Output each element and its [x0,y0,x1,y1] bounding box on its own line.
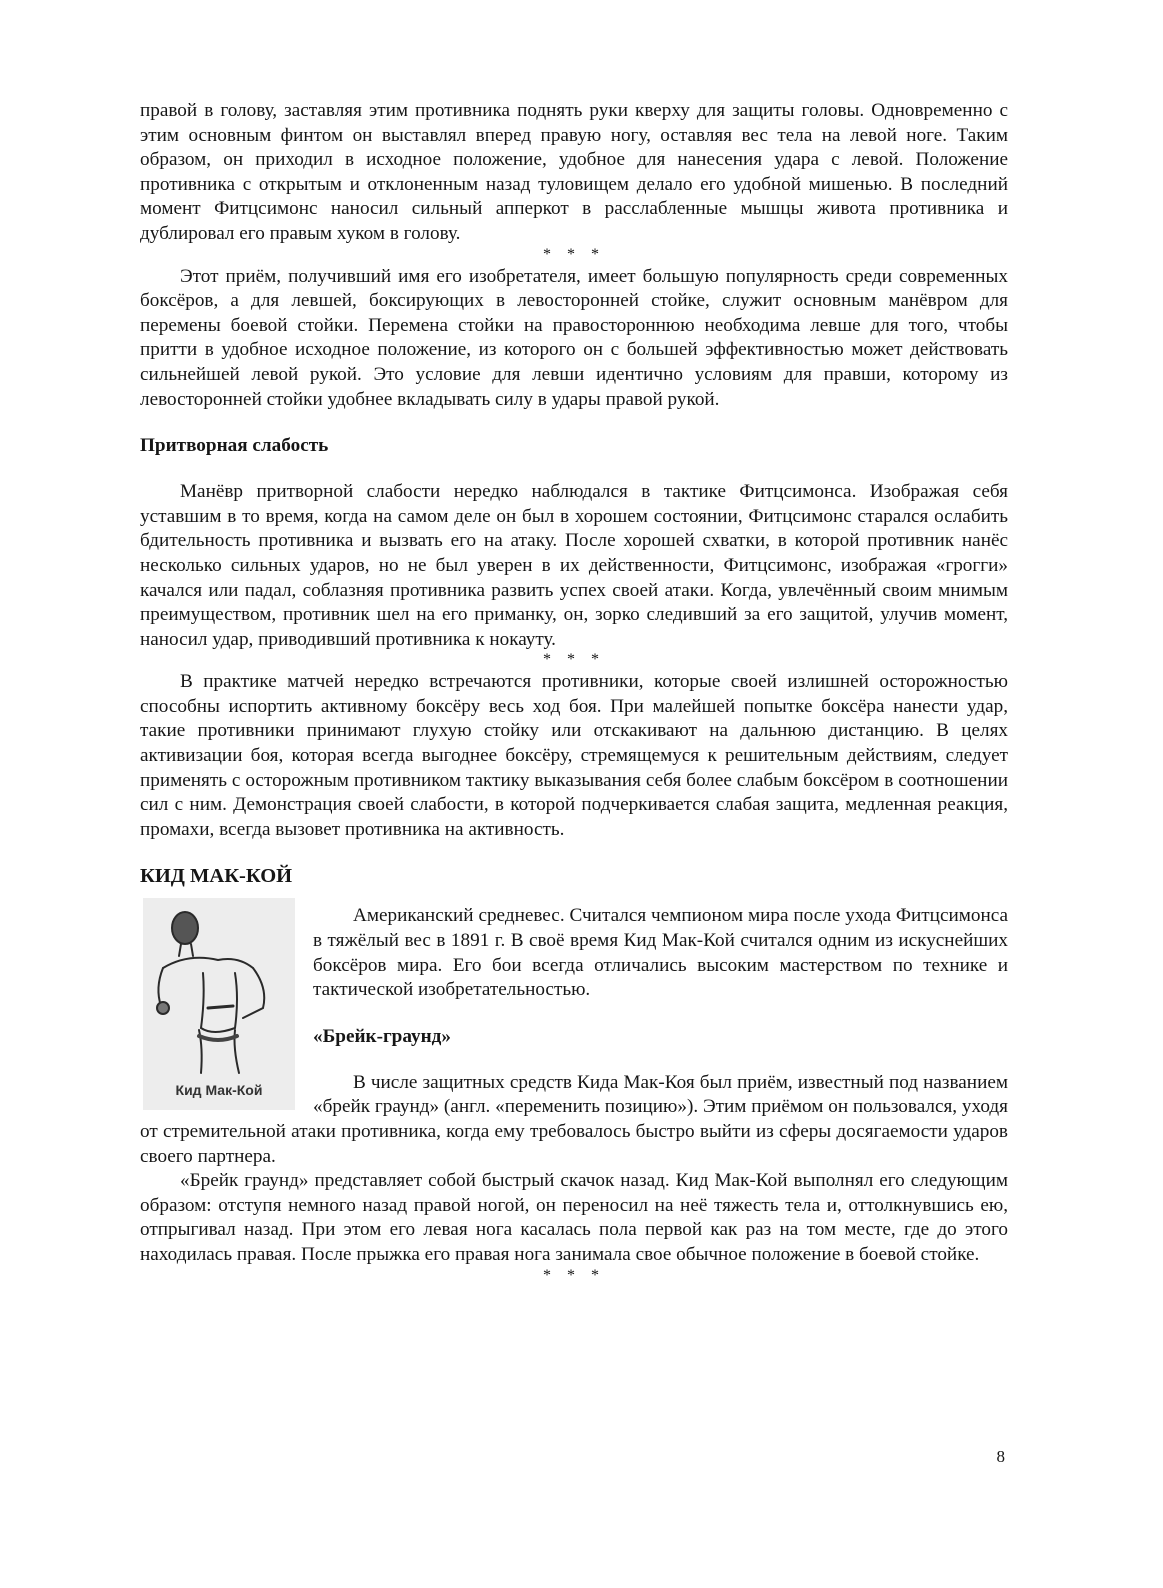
paragraph-1: правой в голову, заставляя этим противника поднять руки кверху для защиты головы. Одновременно с этим основным финтом он выставлял вперед правую ногу, оставляя вес тела на левой ноге. Таким образом, он приходил в исходное положение, удобное для нанесения удара с левой. Положение противника с открытым и отклоненным назад туловищем делало его удобной мишенью. В последний момент Фитцсимонс наносил сильный апперкот в расслабленные мышцы живота противника и дублировал его правым хуком в голову. [140,100,1008,244]
section-separator: * * * [543,245,605,263]
section-separator: * * * [543,1266,605,1284]
paragraph-2: Этот приём, получивший имя его изобретателя, имеет большую популярность среди современных боксёров, а для левшей, боксирующих в левосторонней стойке, служит основным манёвром для перемены боевой стойки. Перемена стойки на правостороннюю необходима левше для того, чтобы притти в удобное исходное положение, из которого он с большей эффективностью может действовать сильнейшей левой рукой. Это условие для левши идентично условиям для правши, которому из левосторонней стойки удобнее вкладывать силу в удары правой рукой. [140,265,1008,410]
portrait-caption: Кид Мак-Кой [175,1081,263,1098]
paragraph-4: В практике матчей нередко встречаются противники, которые своей излишней осторожностью способны испортить активному боксёру весь ход боя. При малейшей попытке боксёра нанести удар, такие противники принимают глухую стойку или отскакивают на дальнюю дистанцию. В целях активизации боя, которая всегда выгоднее боксёру, стремящемуся к решительным действиям, следует применять с осторожным противником тактику выказывания себя более слабым боксёром в соотношении сил с ним. Демонстрация своей слабости, в которой подчеркивается слабая защита, медленная реакция, промахи, всегда вызовет противника на активность. [140,671,1008,840]
paragraph-7: «Брейк граунд» представляет собой быстрый скачок назад. Кид Мак-Кой выполнял его следующим образом: отступя немного назад правой ногой, он переносил на неё тяжесть тела и, оттолкнувшись ею, отпрыгивал назад. При этом его левая нога касалась пола первой как раз на том месте, где до этого находилась правая. После прыжка его правая нога занимала свое обычное положение в боевой стойке. [140,1170,1008,1265]
page-content [140,99,1008,1286]
paragraph-6: В числе защитных средств Кида Мак-Коя был приём, известный под названием «брейк граунд» (англ. «переменить позицию»). Этим приёмом он пользовался, уходя от стремительной атаки противника, когда ему требовалось быстро выйти из сферы досягаемости ударов своего партнера. [140,1071,1008,1167]
section-heading-feigned-weakness: Притворная слабость [140,435,329,457]
section-heading-kid-mccoy: КИД МАК-КОЙ [140,865,293,888]
paragraph-5: Американский средневес. Считался чемпионом мира после ухода Фитцсимонса в тяжёлый вес в 1891 г. В своё время Кид Мак-Кой считался одним из искуснейших боксёров мира. Его бои всегда отличались высоким мастерством по технике и тактической изобретательностью. [313,905,1008,1001]
paragraph-3: Манёвр притворной слабости нередко наблюдался в тактике Фитцсимонса. Изображая себя уставшим в то время, когда на самом деле он был в хорошем состоянии, Фитцсимонс старался ослабить бдительность противника и вызвать его на атаку. После хорошей схватки, в которой противник нанёс несколько сильных ударов, но не был уверен в их действенности, Фитцсимонс, изображая «грогги» качался или падал, соблазняя противника развить успех своей атаки. Когда, увлечённый своим мнимым преимуществом, противник шел на его приманку, он, зорко следивший за его защитой, улучив момент, наносил удар, приводивший противника к нокауту. [140,481,1008,650]
section-separator: * * * [543,651,605,669]
kid-mccoy-portrait [143,898,295,1110]
page-number: 8 [996,1447,1005,1466]
section-heading-break-ground: «Брейк-граунд» [313,1025,451,1047]
